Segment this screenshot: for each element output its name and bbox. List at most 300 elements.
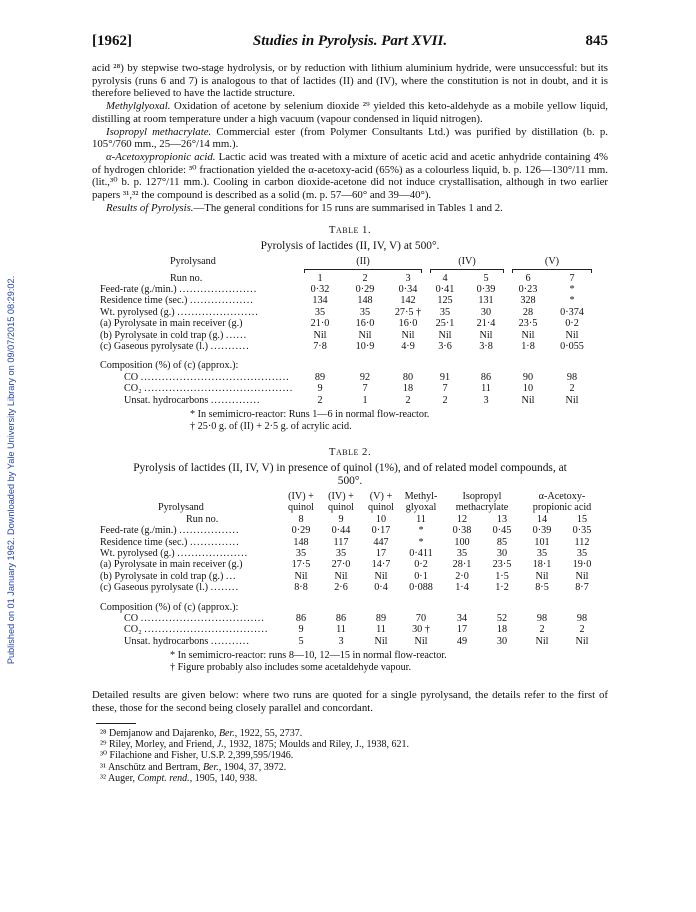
column-head bbox=[362, 491, 400, 514]
composition-label: Composition (%) of (c) (approx.): bbox=[100, 360, 239, 372]
table-cell: 19·0 bbox=[572, 559, 592, 571]
table-cell: 0·29 bbox=[355, 283, 375, 295]
reference-item bbox=[100, 750, 608, 761]
table-cell: 16·0 bbox=[355, 318, 375, 330]
column-head-line: methacrylate bbox=[455, 502, 509, 514]
table-cell: 34 bbox=[456, 612, 468, 624]
table-cell: Nil bbox=[414, 635, 428, 647]
download-watermark bbox=[4, 120, 18, 820]
table-footnote: † 25·0 g. of (II) + 2·5 g. of acrylic acid. bbox=[190, 420, 352, 432]
table-cell: 28·1 bbox=[452, 559, 472, 571]
reference-journal: Compt. rend. bbox=[137, 772, 190, 784]
table-cell: 10·9 bbox=[355, 340, 375, 352]
table-cell: 0·374 bbox=[560, 306, 584, 318]
row-label bbox=[100, 307, 300, 318]
row-label bbox=[100, 548, 282, 559]
running-title: Studies in Pyrolysis. Part XVII. bbox=[252, 33, 448, 49]
table-cell: 18 bbox=[402, 383, 414, 395]
table-cell: 6 bbox=[525, 272, 531, 284]
column-head bbox=[282, 491, 320, 514]
column-head-line: quinol bbox=[287, 502, 315, 514]
group-label: (V) bbox=[544, 256, 560, 268]
reference-text: Anschütz and Bertram, bbox=[107, 761, 203, 773]
table-cell: 35 bbox=[314, 306, 326, 318]
table-cell: 18·1 bbox=[532, 559, 552, 571]
table-cell: 21·4 bbox=[476, 318, 496, 330]
table-row bbox=[100, 284, 596, 295]
table-cell: 92 bbox=[359, 371, 371, 383]
table-cell: 25·1 bbox=[435, 318, 455, 330]
table-row bbox=[100, 559, 602, 570]
table-cell: 117 bbox=[333, 536, 349, 548]
table-footnote: * In semimicro-reactor: Runs 1—6 in normal flow-reactor. bbox=[190, 409, 430, 421]
spacer bbox=[100, 352, 300, 360]
leader-dots: .......................................... bbox=[140, 371, 290, 383]
row-label bbox=[100, 284, 300, 295]
leader-dots: ... bbox=[225, 570, 237, 582]
reference-number: ³⁰ bbox=[100, 750, 110, 762]
table-cell: 2 bbox=[405, 394, 411, 406]
composition-header bbox=[100, 602, 602, 613]
row-label bbox=[100, 582, 282, 593]
table-cell: 7 bbox=[442, 383, 448, 395]
leader-dots: .......................................... bbox=[144, 383, 294, 395]
table-cell: Nil bbox=[313, 329, 327, 341]
row-label bbox=[100, 295, 300, 306]
table-row bbox=[100, 341, 596, 352]
table-cell: Nil bbox=[521, 329, 535, 341]
table-cell: 1·2 bbox=[495, 582, 509, 594]
table-cell: 35 bbox=[295, 547, 307, 559]
table-cell: 7 bbox=[569, 272, 575, 284]
table-cell: 101 bbox=[534, 536, 550, 548]
table-cell: 86 bbox=[480, 371, 492, 383]
table-cell: 17 bbox=[456, 624, 468, 636]
paragraph: Methylglyoxal. Oxidation of acetone by selenium dioxide ²⁹ yielded this keto-aldehyde as a mobile yellow liquid, distilling at room temperature under a high vacuum (vapour condensed in liquid nitrogen). bbox=[92, 100, 608, 125]
paragraph: α-Acetoxypropionic acid. Lactic acid was treated with a mixture of acetic acid and acetic anhydride containing 4% of hydrogen chloride: ³⁰ fractionation yielded the α-acetoxy-acid (65%) as a colourless liquid, b. p. 126—130°/11 mm. (lit.,³⁰ b. p. 127°/11 mm.). Cooling in carbon dioxide-acetone did not induce crystallisation, although in two earlier papers ³¹,³² the compound is described as a solid (m. p. 57—60° and 39—40°). bbox=[92, 150, 608, 202]
table-cell: 91 bbox=[439, 371, 451, 383]
table-cell: 0·41 bbox=[435, 283, 455, 295]
row-label-text: CO₂ bbox=[124, 383, 142, 395]
leader-dots: .................... bbox=[177, 547, 249, 559]
run-in-head: α-Acetoxypropionic acid. bbox=[106, 150, 216, 163]
table-cell: 2 bbox=[442, 394, 448, 406]
table-row bbox=[100, 307, 596, 318]
leader-dots: ...... bbox=[225, 329, 248, 341]
reference-text: Auger, bbox=[107, 772, 138, 784]
table-cell: 0·23 bbox=[518, 283, 538, 295]
row-label-text: Run no. bbox=[186, 513, 219, 525]
page-number: 845 bbox=[585, 33, 608, 49]
reference-rest: , 1922, 55, 2737. bbox=[234, 727, 303, 739]
row-label bbox=[100, 636, 282, 647]
table-cell: 52 bbox=[496, 612, 508, 624]
table-cell: 1·4 bbox=[455, 582, 469, 594]
table-row bbox=[100, 295, 596, 306]
table-cell: 0·38 bbox=[452, 525, 472, 537]
table-cell: 9 bbox=[298, 624, 304, 636]
row-label bbox=[100, 571, 282, 582]
row-label bbox=[100, 395, 300, 406]
paragraph: acid ²⁸) by stepwise two-stage hydrolysis, or by reduction with lithium aluminium hydride, were unsuccessful: but its pyrolysis (runs 6 and 7) is analogous to that of lactides (II) and (IV), where the constitution is not in doubt, and it is therefore believed to have the lactide structure. bbox=[92, 62, 608, 100]
table-cell: Nil bbox=[374, 635, 388, 647]
reference-journal: Ber. bbox=[218, 727, 235, 739]
table-cell: 12 bbox=[456, 513, 468, 525]
table-cell: Nil bbox=[479, 329, 493, 341]
table-row bbox=[100, 318, 596, 329]
column-head-line: propionic acid bbox=[532, 502, 592, 514]
table-cell: 142 bbox=[400, 295, 416, 307]
table-cell: 11 bbox=[416, 513, 426, 525]
reference-number: ²⁸ bbox=[100, 727, 109, 739]
column-head-line: Isopropyl bbox=[462, 490, 502, 502]
row-label-text: CO bbox=[124, 371, 139, 383]
table-cell: 0·29 bbox=[291, 525, 311, 537]
row-label-text: (a) Pyrolysate in main receiver (g.) bbox=[100, 559, 243, 571]
group-label: (IV) bbox=[458, 256, 476, 268]
table-cell: 0·055 bbox=[560, 340, 584, 352]
table-cell: 27·0 bbox=[331, 559, 351, 571]
row-label-text: Feed-rate (g./min.) bbox=[100, 525, 177, 537]
table-cell: Nil bbox=[565, 394, 579, 406]
table-2-label: Table 2. bbox=[328, 446, 372, 459]
table-cell: 148 bbox=[293, 536, 309, 548]
table-group-header bbox=[100, 256, 596, 272]
composition-header bbox=[100, 360, 596, 371]
table-cell: 90 bbox=[522, 371, 534, 383]
table-cell: 3·8 bbox=[479, 340, 493, 352]
leader-dots: ....................... bbox=[177, 306, 259, 318]
row-label bbox=[100, 330, 300, 341]
column-head-line: α-Acetoxy- bbox=[538, 490, 586, 502]
table-cell: 35 bbox=[456, 547, 468, 559]
table-cell: 16·0 bbox=[398, 318, 418, 330]
column-head-line: (IV) + bbox=[328, 490, 354, 502]
group-head bbox=[300, 256, 426, 272]
reference-text: Riley, Morley, and Friend, bbox=[108, 739, 217, 751]
header-spacer bbox=[100, 491, 282, 514]
leader-dots: ................................... bbox=[144, 624, 269, 636]
table-1-caption: Pyrolysis of lactides (II, IV, V) at 500°. bbox=[260, 240, 440, 253]
leader-dots: .............. bbox=[210, 394, 261, 406]
row-label-text: CO bbox=[124, 612, 139, 624]
table-cell: Nil bbox=[565, 329, 579, 341]
row-label bbox=[100, 613, 282, 624]
table-cell: 98 bbox=[536, 612, 548, 624]
table-cell: 100 bbox=[454, 536, 470, 548]
running-header bbox=[92, 33, 608, 53]
table-cell: Nil bbox=[575, 635, 589, 647]
table-cell: Nil bbox=[358, 329, 372, 341]
column-head bbox=[522, 491, 602, 514]
row-label-text: (b) Pyrolysate in cold trap (g.) bbox=[100, 570, 224, 582]
table-cell: 35 bbox=[359, 306, 371, 318]
paragraph: Isopropyl methacrylate. Commercial ester (from Polymer Consultants Ltd.) was purified by distillation (b. p. 105°/760 mm., 25—26°/14 mm.). bbox=[92, 125, 608, 151]
table-cell: Nil bbox=[535, 570, 549, 582]
table-cell: 7·8 bbox=[313, 340, 327, 352]
table-cell: 10 bbox=[522, 383, 534, 395]
table-cell: 15 bbox=[576, 513, 588, 525]
table-cell: 0·35 bbox=[572, 525, 592, 537]
table-cell: 0·2 bbox=[565, 318, 579, 330]
table-cell: 18 bbox=[496, 624, 508, 636]
table-cell: * bbox=[418, 536, 424, 548]
table-cell: 5 bbox=[483, 272, 489, 284]
row-label-text: CO₂ bbox=[124, 624, 142, 636]
row-label bbox=[100, 537, 282, 548]
table-cell: 35 bbox=[335, 547, 347, 559]
table-cell: 1·8 bbox=[521, 340, 535, 352]
paragraph: Results of Pyrolysis.—The general conditions for 15 runs are summarised in Tables 1 and 2. bbox=[106, 201, 503, 214]
table-cell: 1 bbox=[362, 394, 368, 406]
column-head-line: quinol bbox=[327, 502, 355, 514]
table-row bbox=[100, 571, 602, 582]
table-col-header bbox=[100, 491, 602, 514]
table-cell: Nil bbox=[334, 570, 348, 582]
table-row bbox=[100, 636, 602, 647]
table-cell: 8 bbox=[298, 513, 304, 525]
table-cell: * bbox=[569, 295, 575, 307]
column-head bbox=[320, 491, 362, 514]
table-cell: 11 bbox=[481, 383, 491, 395]
table-footnote: * In semimicro-reactor: runs 8—10, 12—15 in normal flow-reactor. bbox=[170, 650, 447, 662]
table-cell: 2 bbox=[362, 272, 368, 284]
table-cell: 148 bbox=[357, 295, 373, 307]
group-head bbox=[426, 256, 508, 272]
reference-journal: J. bbox=[216, 739, 224, 751]
table-cell: 0·17 bbox=[371, 525, 391, 537]
table-cell: 98 bbox=[576, 612, 588, 624]
table-cell: 8·8 bbox=[294, 582, 308, 594]
table-cell: 4·9 bbox=[401, 340, 415, 352]
table-cell: 2 bbox=[579, 624, 585, 636]
table-cell: 1 bbox=[317, 272, 323, 284]
article-body bbox=[92, 62, 608, 784]
row-label-text: (b) Pyrolysate in cold trap (g.) bbox=[100, 329, 224, 341]
table-cell: 89 bbox=[375, 612, 387, 624]
table-cell: 28 bbox=[522, 306, 534, 318]
watermark-text: Published on 01 January 1962. Downloaded by Yale University Library on 09/07/2015 08:29:02. bbox=[6, 275, 16, 665]
table-cell: 3·6 bbox=[438, 340, 452, 352]
table-cell: 3 bbox=[405, 272, 411, 284]
reference-rest: , 1905, 140, 938. bbox=[189, 772, 258, 784]
table-cell: Nil bbox=[401, 329, 415, 341]
table-cell: Nil bbox=[575, 570, 589, 582]
column-head-line: glyoxal bbox=[405, 502, 437, 514]
row-label bbox=[100, 559, 282, 570]
column-head bbox=[400, 491, 442, 514]
table-1 bbox=[100, 256, 596, 406]
table-cell: 30 bbox=[496, 547, 508, 559]
table-cell: 7 bbox=[362, 383, 368, 395]
reference-text: Filachione and Fisher, U.S.P. 2,399,595/1946. bbox=[109, 750, 294, 762]
table-cell: 11 bbox=[336, 624, 346, 636]
row-label-text: Residence time (sec.) bbox=[100, 295, 188, 307]
table-cell: 3 bbox=[483, 394, 489, 406]
row-label bbox=[100, 372, 300, 383]
leader-dots: .............. bbox=[189, 536, 240, 548]
table-cell: 0·2 bbox=[414, 559, 428, 571]
table-row bbox=[100, 613, 602, 624]
table-cell: 30 † bbox=[412, 624, 430, 636]
reference-text: Demjanow and Dajarenko, bbox=[108, 727, 219, 739]
row-label bbox=[100, 383, 300, 394]
table-cell: 3 bbox=[338, 635, 344, 647]
run-in-head: Methylglyoxal. bbox=[106, 100, 171, 113]
table-cell: * bbox=[418, 525, 424, 537]
table-cell: 85 bbox=[496, 536, 508, 548]
table-row bbox=[100, 330, 596, 341]
table-row bbox=[100, 383, 596, 394]
table-cell: 0·34 bbox=[398, 283, 418, 295]
table-cell: 80 bbox=[402, 371, 414, 383]
table-cell: 0·1 bbox=[414, 570, 428, 582]
table-row bbox=[100, 537, 602, 548]
row-label-text: Wt. pyrolysed (g.) bbox=[100, 547, 175, 559]
row-label bbox=[100, 341, 300, 352]
table-cell: 86 bbox=[335, 612, 347, 624]
row-label bbox=[100, 514, 282, 525]
reference-number: ³¹ bbox=[100, 761, 108, 773]
table-cell: 8·5 bbox=[535, 582, 549, 594]
table-cell: 0·44 bbox=[331, 525, 351, 537]
table-cell: 0·39 bbox=[532, 525, 552, 537]
table-cell: 49 bbox=[456, 635, 468, 647]
row-label-text: (a) Pyrolysate in main receiver (g.) bbox=[100, 318, 243, 330]
row-label-text: Run no. bbox=[170, 272, 203, 284]
spacer bbox=[100, 594, 282, 602]
row-label-text: (c) Gaseous pyrolysate (l.) bbox=[100, 340, 209, 352]
table-cell: 2·6 bbox=[334, 582, 348, 594]
reference-rest: , 1932, 1875; Moulds and Riley, J., 1938, 621. bbox=[223, 739, 409, 751]
table-2-caption: Pyrolysis of lactides (II, IV, V) in presence of quinol (1%), and of related model compounds, at 500°. bbox=[133, 461, 567, 487]
table-cell: 131 bbox=[478, 295, 494, 307]
row-label-text: (c) Gaseous pyrolysate (l.) bbox=[100, 582, 209, 594]
row-label bbox=[100, 525, 282, 536]
leader-dots: ........... bbox=[210, 635, 250, 647]
row-label-text: Feed-rate (g./min.) bbox=[100, 283, 177, 295]
table-cell: 112 bbox=[574, 536, 590, 548]
reference-item bbox=[100, 773, 608, 784]
table-cell: 0·39 bbox=[476, 283, 496, 295]
table-cell: 21·0 bbox=[310, 318, 330, 330]
table-cell: 447 bbox=[373, 536, 389, 548]
table-row bbox=[100, 514, 602, 525]
row-label-text: Unsat. hydrocarbons bbox=[124, 635, 209, 647]
table-cell: 9 bbox=[338, 513, 344, 525]
table-cell: 30 bbox=[480, 306, 492, 318]
references bbox=[92, 728, 608, 784]
table-cell: 0·088 bbox=[409, 582, 433, 594]
reference-item bbox=[100, 728, 608, 739]
column-head-line: (IV) + bbox=[288, 490, 314, 502]
table-cell: 17·5 bbox=[291, 559, 311, 571]
column-head bbox=[442, 491, 522, 514]
composition-label: Composition (%) of (c) (approx.): bbox=[100, 601, 239, 613]
table-cell: 1·5 bbox=[495, 570, 509, 582]
spacer-row bbox=[100, 594, 602, 602]
column-head-line: (V) + bbox=[369, 490, 393, 502]
table-cell: 2 bbox=[569, 383, 575, 395]
table-row bbox=[100, 582, 602, 593]
table-cell: 2·0 bbox=[455, 570, 469, 582]
table-cell: Nil bbox=[374, 570, 388, 582]
table-cell: 17 bbox=[375, 547, 387, 559]
table-cell: 4 bbox=[442, 272, 448, 284]
leader-dots: ................................... bbox=[140, 612, 265, 624]
table-cell: 23·5 bbox=[492, 559, 512, 571]
table-cell: 5 bbox=[298, 635, 304, 647]
table-cell: 27·5 † bbox=[394, 306, 422, 318]
running-year: [1962] bbox=[92, 33, 132, 49]
group-label: (II) bbox=[356, 256, 370, 268]
table-cell: Nil bbox=[521, 394, 535, 406]
table-cell: 0·32 bbox=[310, 283, 330, 295]
run-in-head: Results of Pyrolysis. bbox=[106, 201, 194, 214]
row-label bbox=[100, 624, 282, 635]
table-2 bbox=[100, 491, 602, 647]
row-label-text: Unsat. hydrocarbons bbox=[124, 394, 209, 406]
table-cell: 35 bbox=[439, 306, 451, 318]
table-cell: 10 bbox=[375, 513, 387, 525]
table-cell: 125 bbox=[437, 295, 453, 307]
table-cell: Nil bbox=[438, 329, 452, 341]
table-cell: 328 bbox=[520, 295, 536, 307]
table-cell: 35 bbox=[576, 547, 588, 559]
footnote-rule bbox=[96, 723, 136, 724]
group-head bbox=[508, 256, 596, 272]
table-cell: 13 bbox=[496, 513, 508, 525]
table-cell: Nil bbox=[294, 570, 308, 582]
table-cell: 134 bbox=[312, 295, 328, 307]
table-cell: 0·45 bbox=[492, 525, 512, 537]
row-label bbox=[100, 273, 300, 284]
leader-dots: ................. bbox=[179, 525, 240, 537]
reference-journal: Ber. bbox=[202, 761, 219, 773]
table-row bbox=[100, 395, 596, 406]
table-cell: Nil bbox=[535, 635, 549, 647]
table-cell: 9 bbox=[317, 383, 323, 395]
table-cell: * bbox=[569, 283, 575, 295]
table-footnote: † Figure probably also includes some acetaldehyde vapour. bbox=[170, 661, 412, 673]
row-label bbox=[100, 318, 300, 329]
table-cell: 0·411 bbox=[409, 547, 433, 559]
table-row bbox=[100, 525, 602, 536]
column-head-line: Methyl- bbox=[404, 490, 438, 502]
pyrolysand-label: Pyrolysand bbox=[158, 502, 204, 514]
paragraph: Detailed results are given below: where two runs are quoted for a single pyrolysand, the details refer to the first of these, those for the second being closely parallel and concordant. bbox=[92, 689, 608, 715]
table-cell: 98 bbox=[566, 371, 578, 383]
table-cell: 2 bbox=[539, 624, 545, 636]
row-label-text: Residence time (sec.) bbox=[100, 536, 188, 548]
table-1-label: Table 1. bbox=[328, 224, 372, 237]
table-cell: 35 bbox=[536, 547, 548, 559]
leader-dots: ........ bbox=[210, 582, 239, 594]
run-in-head: Isopropyl methacrylate. bbox=[106, 125, 212, 138]
table-row bbox=[100, 273, 596, 284]
column-head-line: quinol bbox=[367, 502, 395, 514]
table-row bbox=[100, 624, 602, 635]
leader-dots: .................. bbox=[189, 295, 254, 307]
reference-item bbox=[100, 762, 608, 773]
pyrolysand-label: Pyrolysand bbox=[170, 256, 216, 268]
table-row bbox=[100, 372, 596, 383]
table-cell: 70 bbox=[415, 612, 427, 624]
reference-item bbox=[100, 739, 608, 750]
table-cell: 86 bbox=[295, 612, 307, 624]
table-cell: 8·7 bbox=[575, 582, 589, 594]
leader-dots: ........... bbox=[210, 340, 250, 352]
